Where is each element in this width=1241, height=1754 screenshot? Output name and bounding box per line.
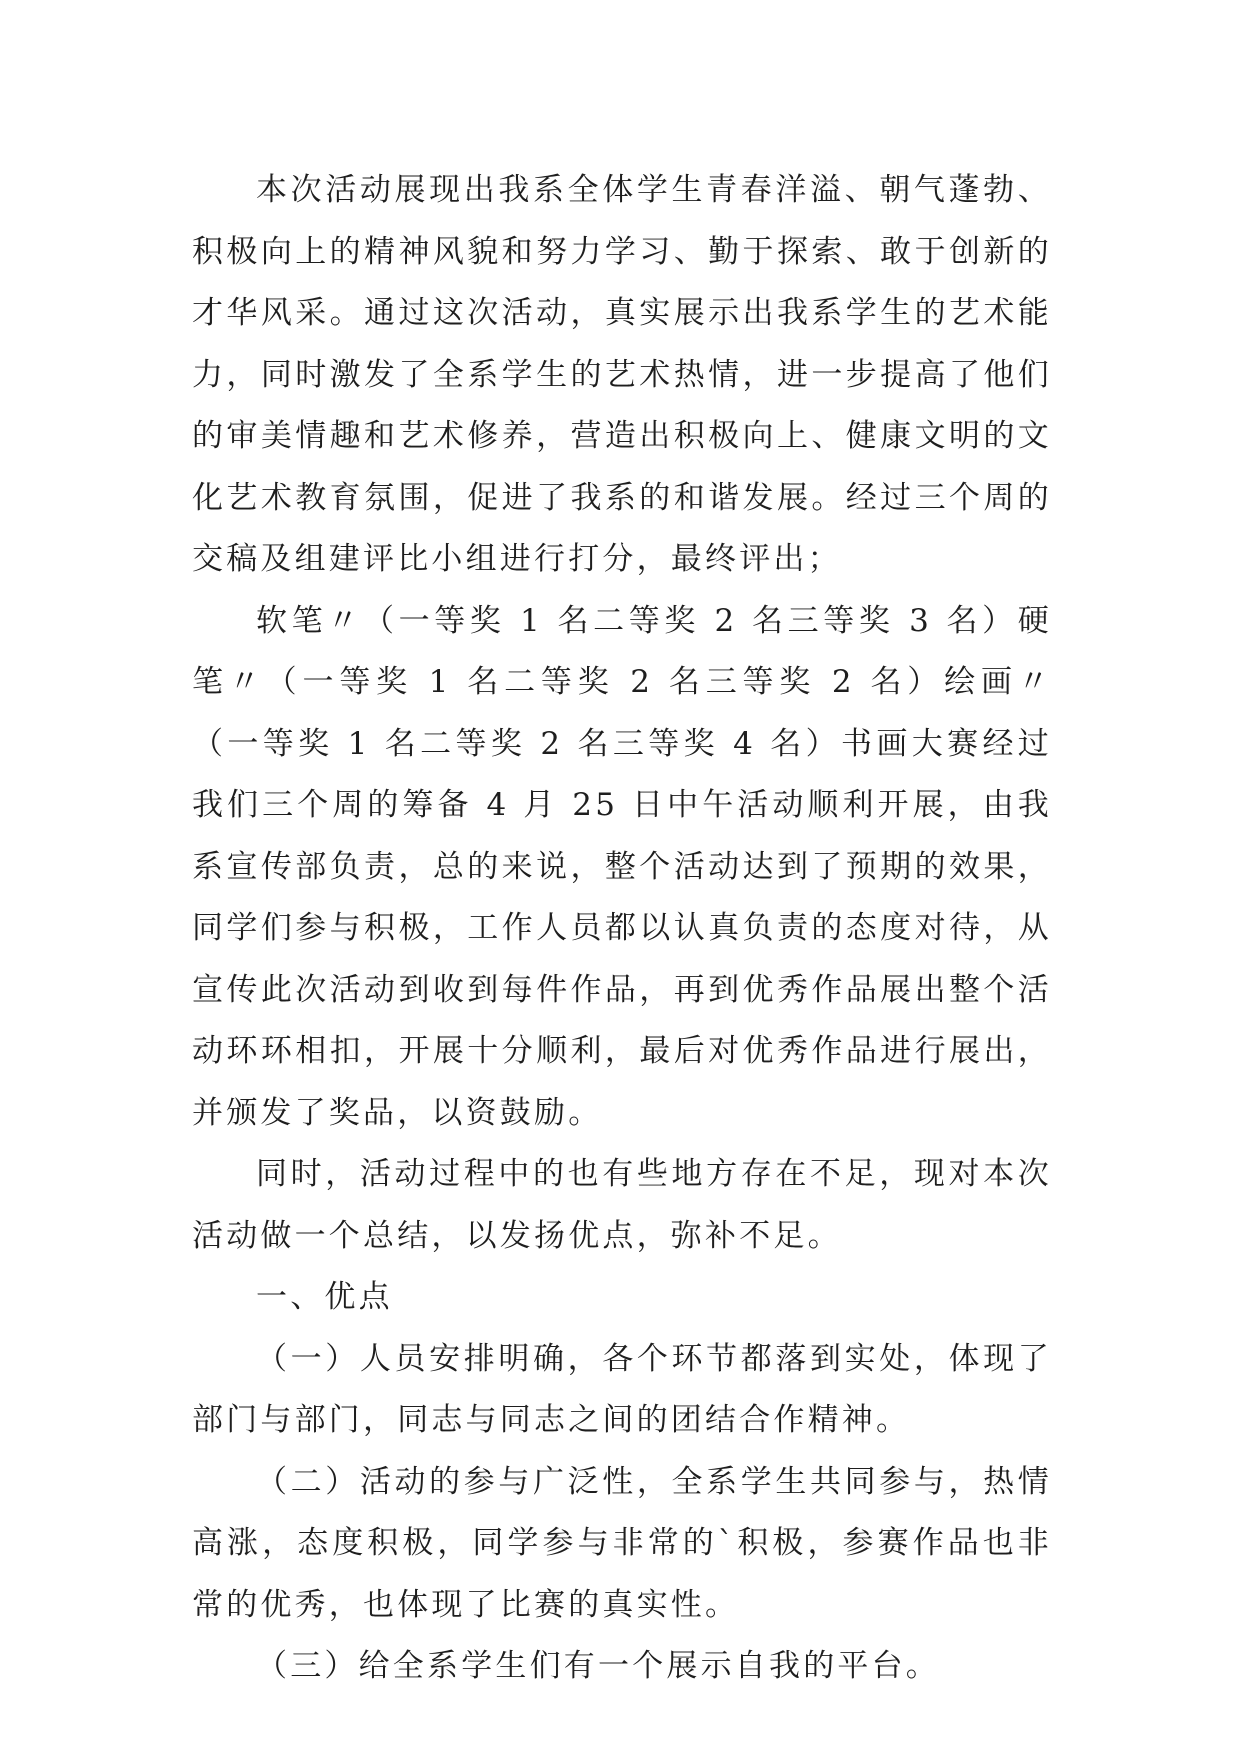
paragraph-summary-intro: 同时，活动过程中的也有些地方存在不足，现对本次活动做一个总结，以发扬优点，弥补不足。	[192, 1156, 1052, 1254]
section-heading-advantages: 一、优点	[256, 1279, 393, 1315]
advantage-item-3: （三）给全系学生们有一个展示自我的平台。	[256, 1648, 940, 1684]
document-body	[192, 160, 1052, 1698]
advantage-item-1: （一）人员安排明确，各个环节都落到实处，体现了部门与部门，同志与同志之间的团结合作精神。	[192, 1340, 1052, 1438]
advantage-item-2: （二）活动的参与广泛性，全系学生共同参与，热情高涨，态度积极，同学参与非常的`积极，参赛作品也非常的优秀，也体现了比赛的真实性。	[192, 1463, 1052, 1623]
paragraph-activity-overview: 本次活动展现出我系全体学生青春洋溢、朝气蓬勃、积极向上的精神风貌和努力学习、勤于探索、敢于创新的才华风采。通过这次活动，真实展示出我系学生的艺术能力，同时激发了全系学生的艺术热情，进一步提高了他们的审美情趣和艺术修养，营造出积极向上、健康文明的文化艺术教育氛围，促进了我系的和谐发展。经过三个周的交稿及组建评比小组进行打分，最终评出；	[192, 172, 1052, 577]
paragraph-award-results: 软笔〃（一等奖 1 名二等奖 2 名三等奖 3 名）硬笔〃（一等奖 1 名二等奖 2 名三等奖 2 名）绘画〃（一等奖 1 名二等奖 2 名三等奖 4 名）书画大赛经过我们三个周的筹备 4 月 25 日中午活动顺利开展，由我系宣传部负责，总的来说，整个活动达到了预期的效果，同学们参与积极，工作人员都以认真负责的态度对待，从宣传此次活动到收到每件作品，再到优秀作品展出整个活动环环相扣，开展十分顺利，最后对优秀作品进行展出，并颁发了奖品，以资鼓励。	[192, 602, 1052, 1131]
